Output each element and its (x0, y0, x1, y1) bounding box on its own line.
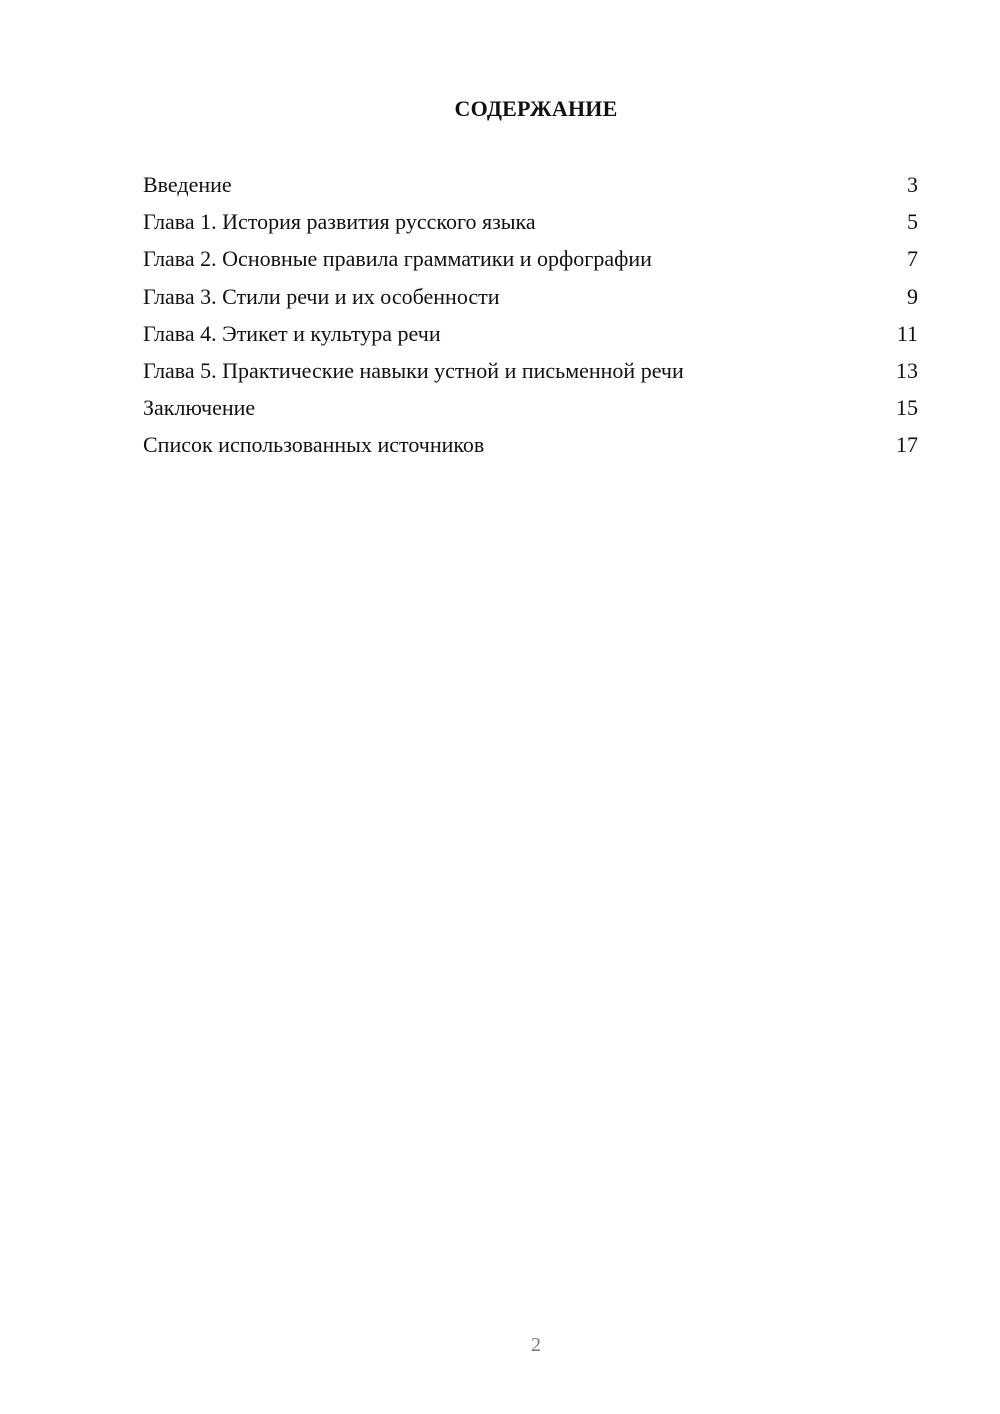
toc-entry-page: 15 (896, 395, 918, 421)
toc-entry-label: Список использованных источников (143, 432, 485, 458)
toc-entry (143, 207, 918, 244)
toc-entry (143, 170, 918, 207)
toc-entry (143, 356, 918, 393)
toc-entry-label: Введение (143, 172, 232, 197)
toc-entry-label: Глава 1. История развития русского языка (143, 209, 536, 235)
toc-entry-page: 7 (907, 246, 918, 272)
toc-entry-label: Глава 2. Основные правила грамматики и орфографии (143, 246, 652, 272)
toc-entry-label: Глава 5. Практические навыки устной и письменной речи (143, 357, 684, 383)
page-title: СОДЕРЖАНИЕ (454, 96, 618, 121)
toc-entry-label: Глава 4. Этикет и культура речи (143, 320, 441, 346)
toc-entry-page: 3 (907, 172, 918, 197)
toc-entry (143, 282, 918, 319)
table-of-contents (143, 170, 918, 468)
toc-entry-page: 5 (907, 209, 918, 235)
toc-entry-page: 13 (896, 357, 918, 383)
toc-entry-label: Глава 3. Стили речи и их особенности (143, 283, 500, 309)
toc-entry-page: 11 (896, 320, 918, 346)
toc-entry-label: Заключение (143, 395, 256, 421)
toc-entry (143, 244, 918, 281)
toc-entry (143, 319, 918, 356)
toc-entry (143, 393, 918, 430)
page-number: 2 (531, 1334, 541, 1356)
toc-entry (143, 430, 918, 467)
toc-entry-page: 9 (907, 283, 918, 309)
toc-entry-page: 17 (896, 432, 918, 458)
